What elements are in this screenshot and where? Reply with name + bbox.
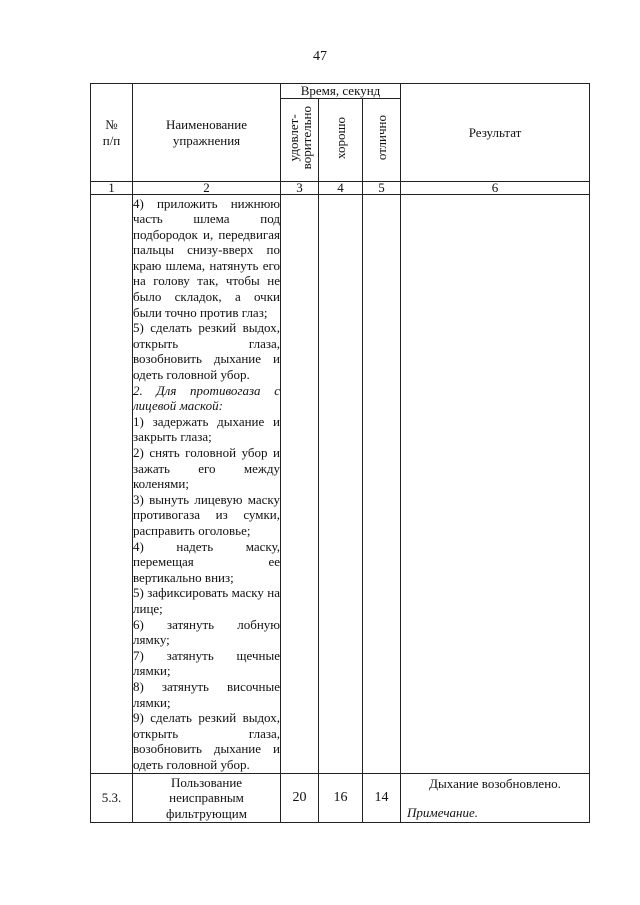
column-numbers-row bbox=[91, 182, 590, 195]
col-num-6: 6 bbox=[401, 182, 590, 195]
step-item: 6) затянуть лобную лямку; bbox=[133, 616, 280, 648]
continued-row bbox=[91, 195, 590, 774]
step-item: 2) снять головной убор и зажать его между коленями; bbox=[133, 445, 280, 492]
header-good-cell bbox=[319, 99, 363, 182]
header-good: хорошо bbox=[333, 116, 348, 159]
step-item: 9) сделать резкий выдох, открыть глаза, возобновить дыхание и одеть головной убор. bbox=[133, 710, 280, 772]
step-item: 7) затянуть щечные лямки; bbox=[133, 647, 280, 679]
page-number: 47 bbox=[313, 49, 327, 64]
header-satisfactory-cell bbox=[281, 99, 319, 182]
row-5-3-name: Пользование неисправным фильтрующим bbox=[133, 774, 281, 823]
row-5-3-good: 16 bbox=[319, 774, 363, 823]
col-num-3: 3 bbox=[281, 182, 319, 195]
header-excellent: отлично bbox=[374, 115, 390, 161]
row-5-3-num: 5.3. bbox=[91, 774, 133, 823]
col-num-1: 1 bbox=[91, 182, 133, 195]
step-item: 8) затянуть височные лямки; bbox=[133, 678, 280, 710]
row-5-3-result bbox=[401, 774, 590, 823]
step-item: 5) зафиксировать маску на лице; bbox=[133, 585, 280, 616]
continued-result-cell bbox=[401, 195, 590, 774]
col-num-5: 5 bbox=[363, 182, 401, 195]
header-satisfactory: удовлет- ворительно bbox=[285, 106, 314, 170]
step-item: 5) сделать резкий выдох, открыть глаза, возобновить дыхание и одеть головной убор. bbox=[133, 320, 280, 383]
header-name: Наименование упражнения bbox=[133, 84, 281, 182]
continued-excellent-cell bbox=[363, 195, 401, 774]
subheading-gas-mask: 2. Для противогаза с лицевой маской: bbox=[133, 382, 280, 414]
exercise-table bbox=[90, 83, 590, 823]
continued-good-cell bbox=[319, 195, 363, 774]
header-time-group: Время, секунд bbox=[281, 84, 401, 99]
step-item: 4) приложить нижнюю часть шлема под подбородок и, передвигая пальцы снизу-вверх по краю шлема, натянуть его на голову так, чтобы не было складок, а очки были точно против глаз; bbox=[133, 195, 280, 320]
col-num-2: 2 bbox=[133, 182, 281, 195]
step-item: 4) надеть маску, перемещая ее вертикально вниз; bbox=[133, 538, 280, 585]
header-result: Результат bbox=[401, 84, 590, 182]
continued-description bbox=[133, 195, 281, 774]
continued-num-cell bbox=[91, 195, 133, 774]
step-item: 1) задержать дыхание и закрыть глаза; bbox=[133, 413, 280, 445]
header-excellent-cell bbox=[363, 99, 401, 182]
col-num-4: 4 bbox=[319, 182, 363, 195]
row-5-3-result-text: Дыхание возобновлено. bbox=[429, 775, 561, 791]
row-5-3 bbox=[91, 774, 590, 823]
header-num: № п/п bbox=[91, 84, 133, 182]
header-row-1 bbox=[91, 84, 590, 99]
row-5-3-satisfactory: 20 bbox=[281, 774, 319, 823]
step-item: 3) вынуть лицевую маску противогаза из сумки, расправить оголовье; bbox=[133, 491, 280, 538]
continued-satisfactory-cell bbox=[281, 195, 319, 774]
row-5-3-result-note: Примечание. bbox=[407, 805, 478, 820]
row-5-3-excellent: 14 bbox=[363, 774, 401, 823]
